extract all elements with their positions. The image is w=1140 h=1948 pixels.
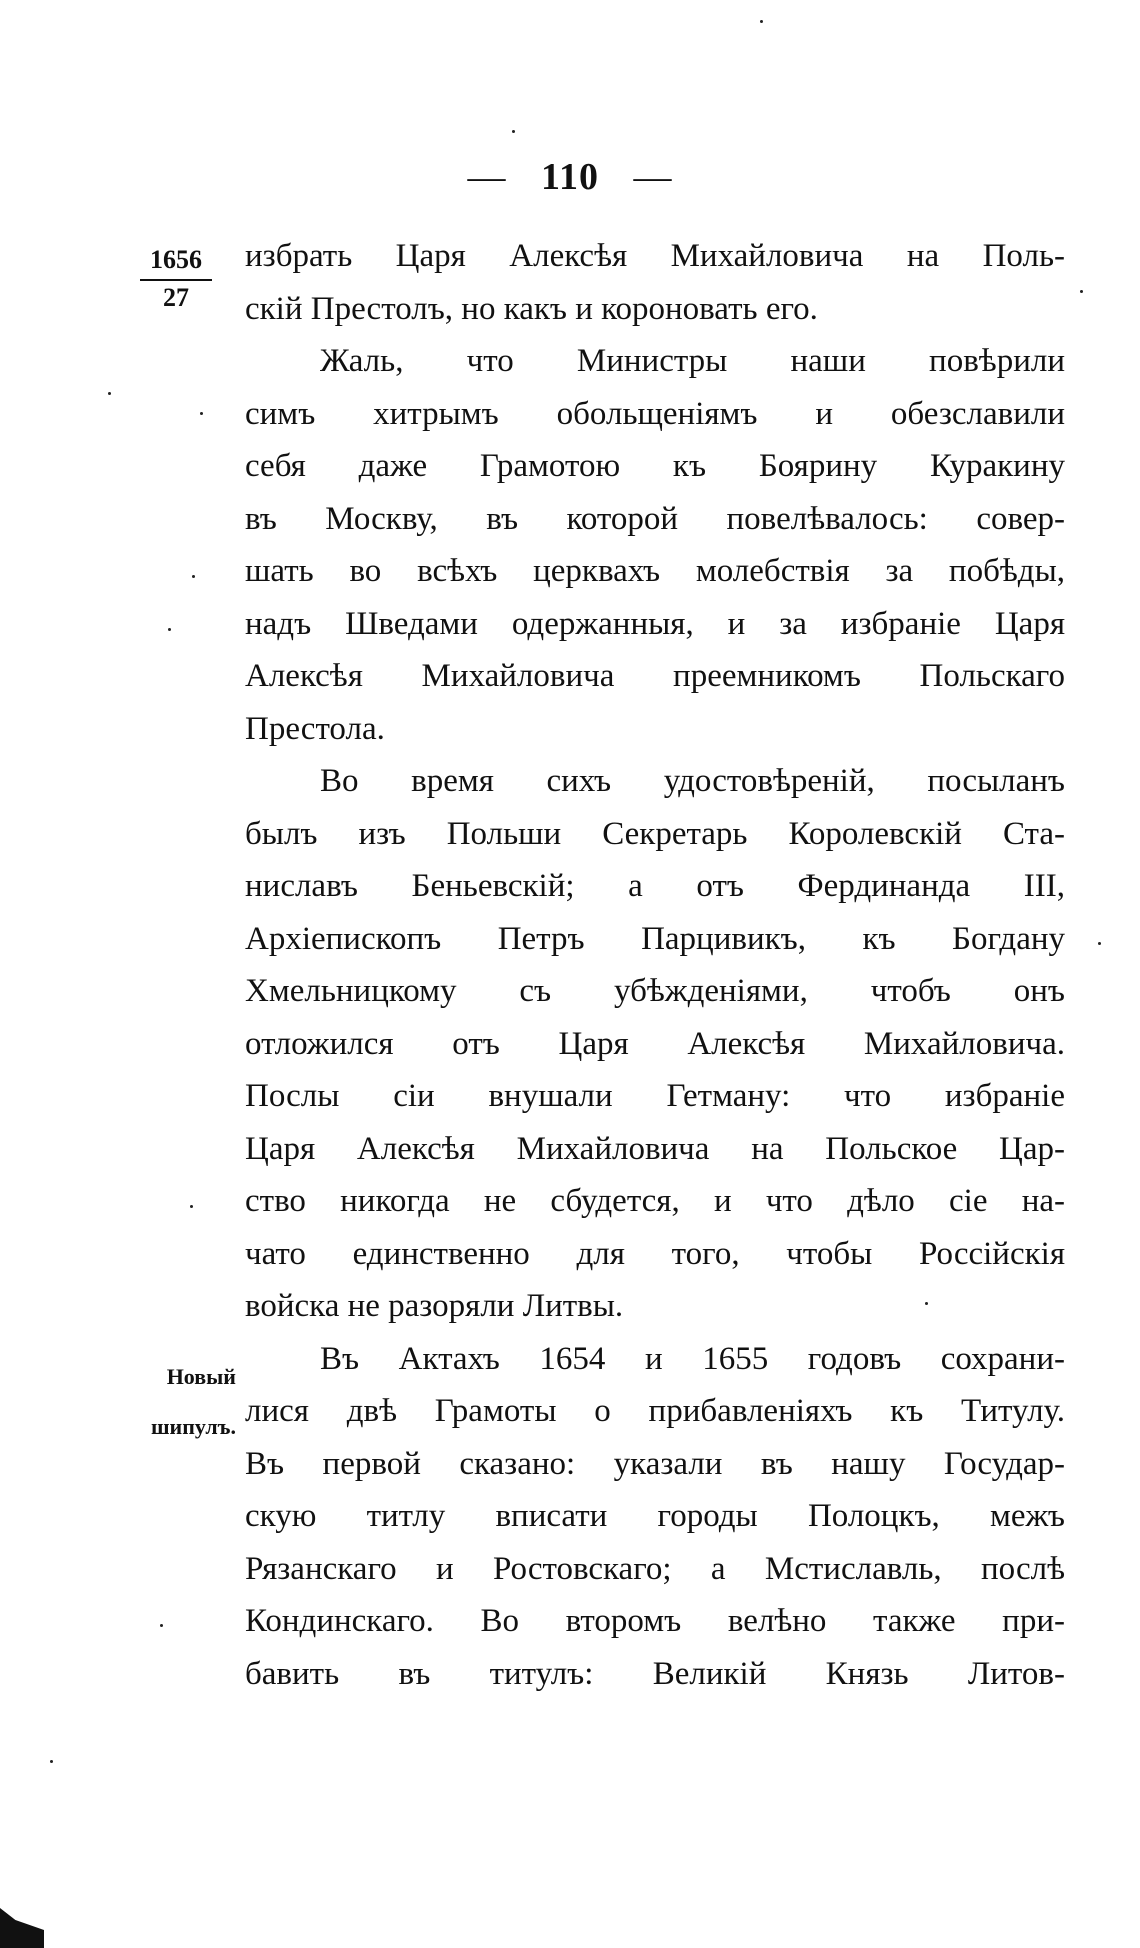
text-line: Послы сіи внушали Гетману: что избраніе [245,1078,1065,1114]
margin-note-line-1: Новый [166,1364,236,1389]
text-line: надъ Шведами одержанныя, и за избраніе Царя [245,605,1065,642]
scan-speck [192,575,195,578]
text-line: Кондинскаго. Во второмъ велѣно также при- [245,1603,1065,1639]
text-line: Алексѣя Михайловича преемникомъ Польскаго [245,658,1065,694]
text-line: Хмельницкому съ убѣжденіями, чтобъ онъ [245,973,1065,1009]
text-line: отложился отъ Царя Алексѣя Михайловича. [245,1025,1065,1062]
scan-edge-mark [0,1908,44,1948]
scan-speck [108,392,111,395]
scan-speck [50,1760,53,1763]
text-line: ство никогда не сбудется, и что дѣло сіе на- [245,1183,1065,1219]
text-line: ниславъ Беньевскій; а отъ Фердинанда III, [245,868,1065,904]
page-number-header [0,155,1140,199]
text-line: шать во всѣхъ церквахъ молебствія за побѣды, [245,553,1065,589]
scan-speck [168,628,171,631]
text-line: Въ первой сказано: указали въ нашу Государ- [245,1445,1065,1482]
scan-speck [760,20,763,23]
text-line: чато единственно для того, чтобы Россійскія [245,1235,1065,1272]
text-line: Въ Актахъ 1654 и 1655 годовъ сохрани- [320,1340,1065,1377]
text-line: скій Престолъ, но какъ и короновать его. [245,290,818,327]
margin-note [118,1352,236,1452]
margin-date-day: 27 [163,283,189,312]
text-line: Архіепископъ Петръ Парцивикъ, къ Богдану [245,920,1065,957]
text-line: симъ хитрымъ обольщеніямъ и обезславили [245,395,1065,432]
scan-speck [190,1205,193,1208]
scan-speck [1098,942,1101,945]
scan-speck [1080,290,1083,293]
text-line: въ Москву, въ которой повелѣвалось: совер- [245,500,1065,537]
text-line: былъ изъ Польши Секретарь Королевскій Ста- [245,815,1065,852]
margin-date [140,245,212,313]
text-line: избрать Царя Алексѣя Михайловича на Поль- [245,238,1065,274]
header-dash-right: — [633,156,673,198]
page-number: 110 [541,156,599,198]
margin-date-year: 1656 [140,245,212,281]
text-line: войска не разоряли Литвы. [245,1288,624,1324]
text-line: Царя Алексѣя Михайловича на Польское Цар- [245,1130,1065,1167]
margin-note-line-2: шипулъ. [150,1414,236,1439]
scan-speck [160,1624,163,1627]
text-line: Престола. [245,710,385,747]
text-line: бавить въ титулъ: Великій Князь Литов- [245,1655,1065,1692]
text-line: Рязанскаго и Ростовскаго; а Мстиславль, послѣ [245,1550,1065,1587]
text-line: себя даже Грамотою къ Боярину Куракину [245,448,1065,484]
body-text [245,230,1065,1700]
scan-speck [200,412,203,415]
scan-speck [925,1302,928,1305]
text-line: скую титлу вписати городы Полоцкъ, межъ [245,1498,1065,1534]
header-dash-left: — [467,156,507,198]
text-line: Жаль, что Министры наши повѣрили [320,343,1065,379]
text-line: лися двѣ Грамоты о прибавленіяхъ къ Титулу. [245,1393,1065,1429]
text-line: Во время сихъ удостовѣреній, посыланъ [320,763,1065,799]
scan-speck [512,130,515,133]
